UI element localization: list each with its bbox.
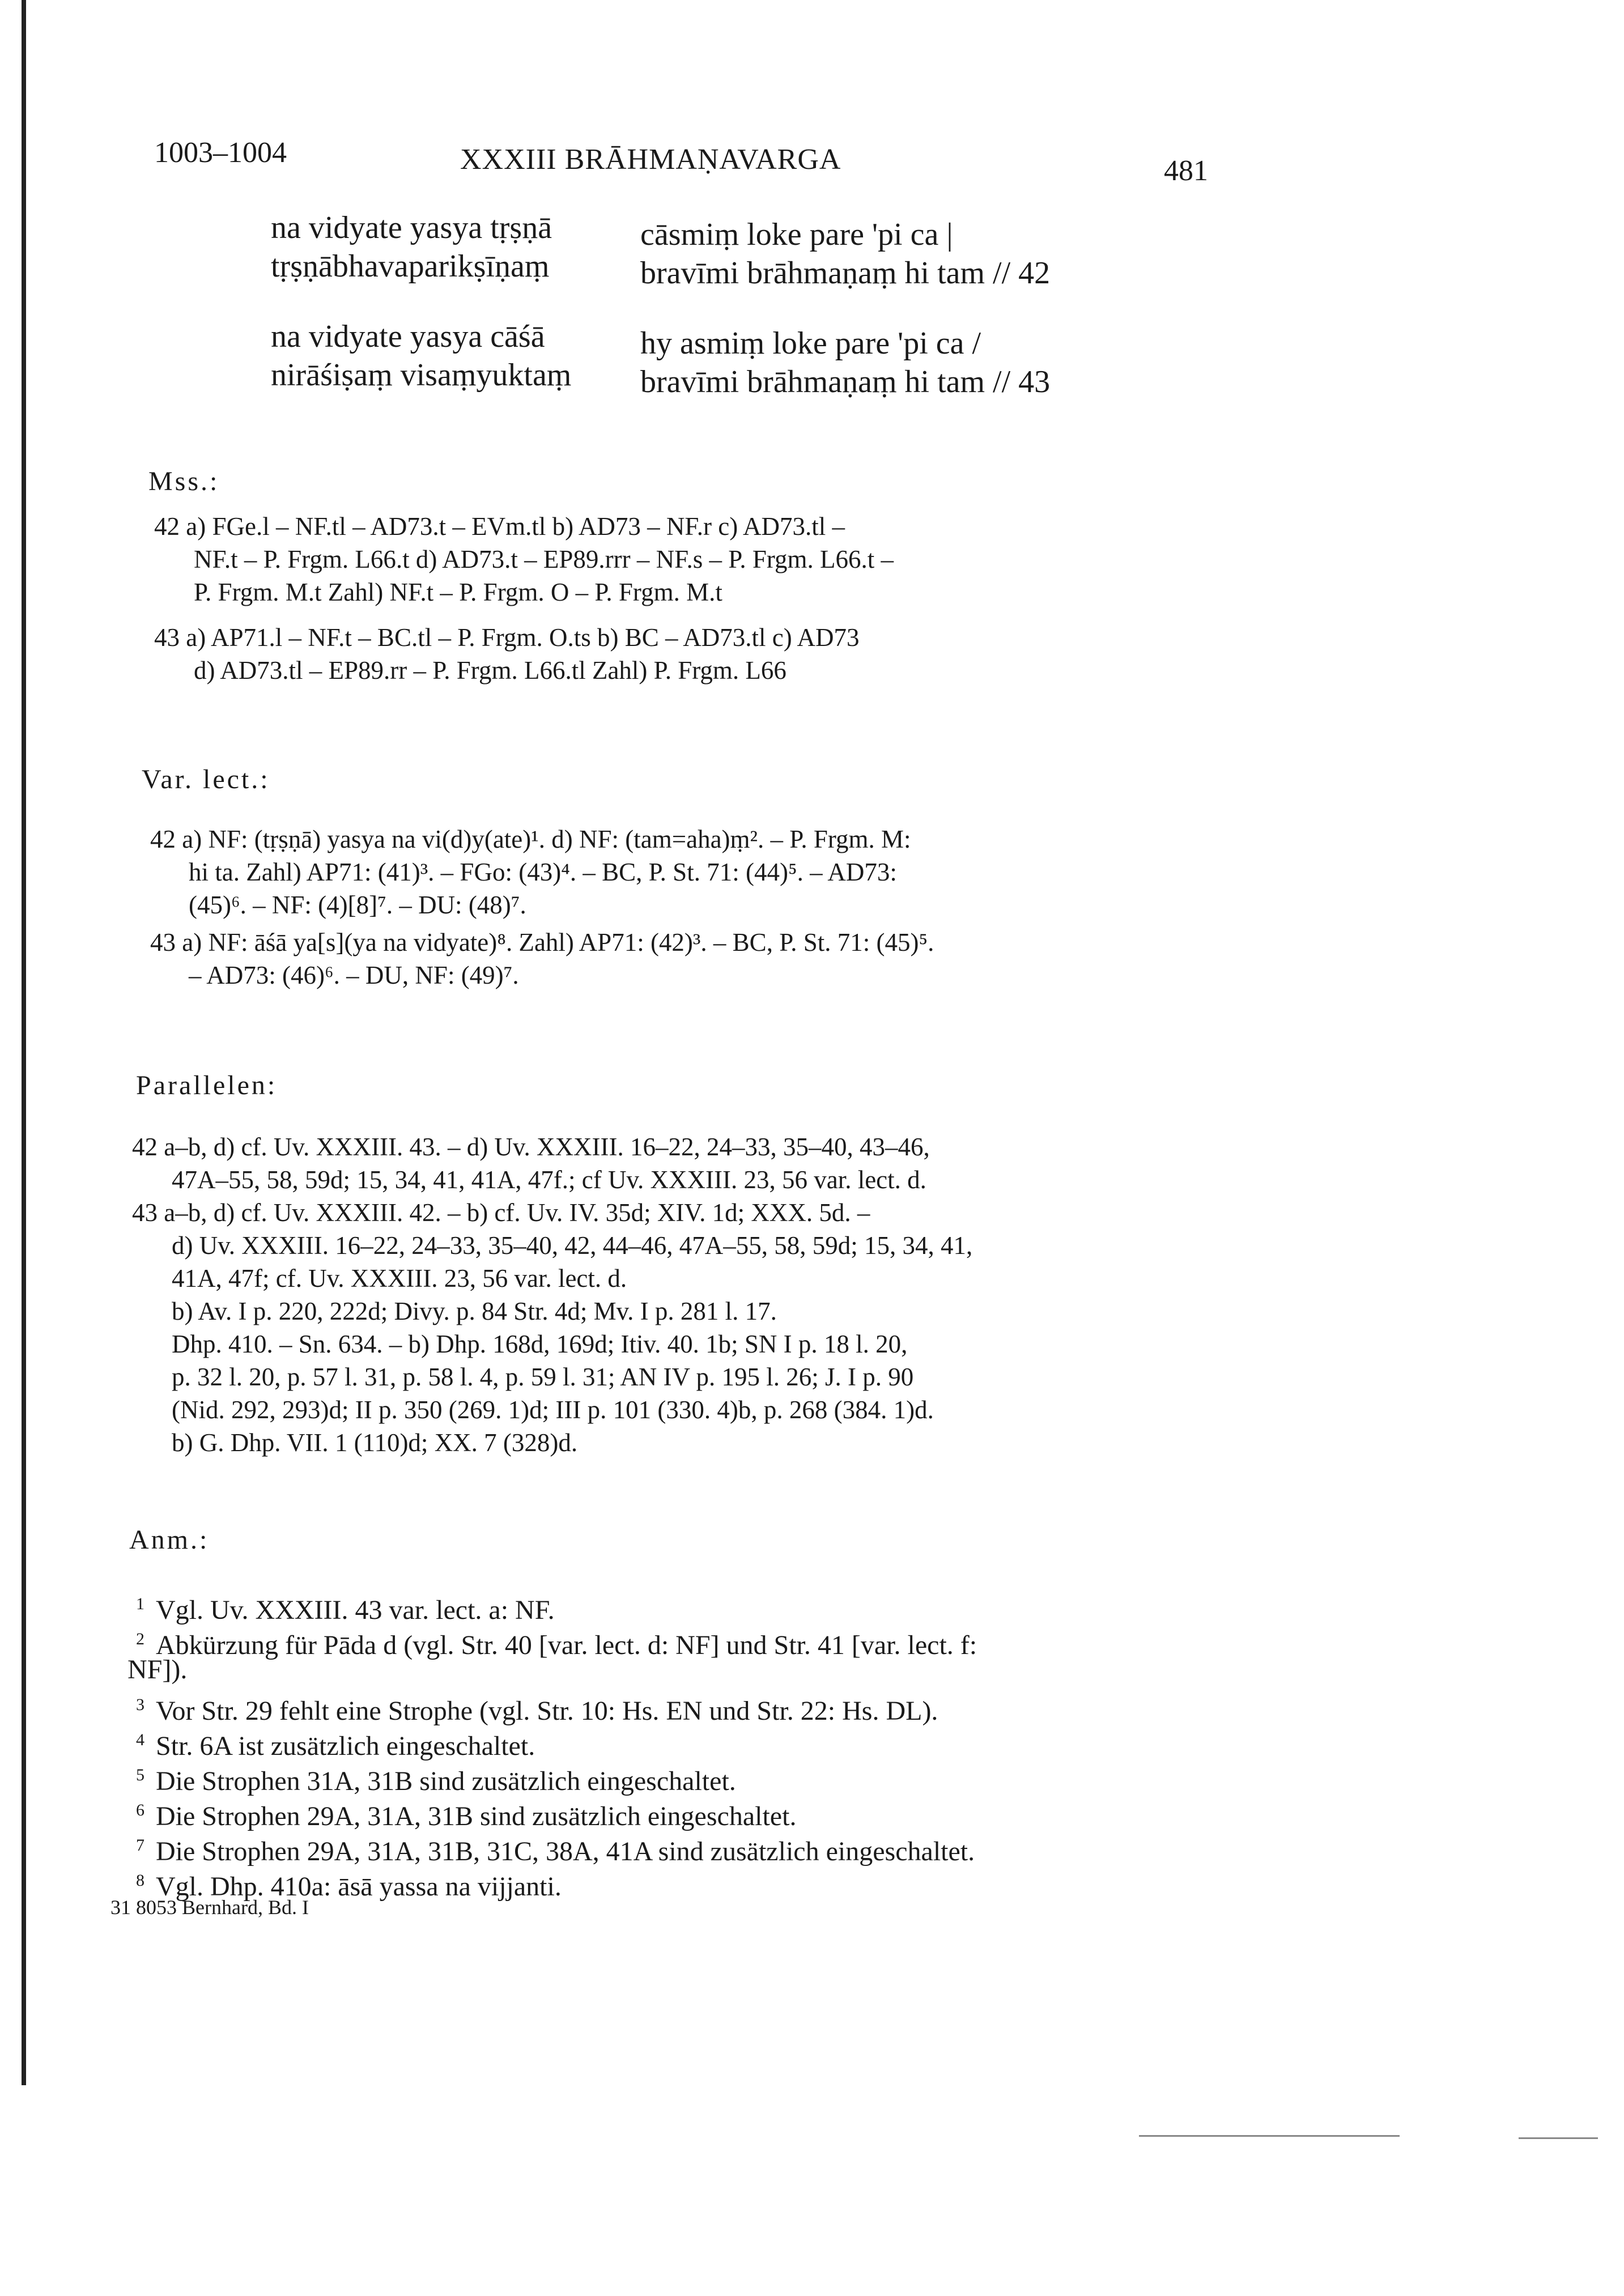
footnote-number: 8 [136,1871,144,1890]
mss-line: d) AD73.tl – EP89.rr – P. Frgm. L66.tl Zahl) P. Frgm. L66 [194,656,787,684]
verse-line: bravīmi brāhmaṇaṃ hi tam // 42 [640,256,1051,291]
footnote-number: 2 [136,1630,144,1648]
verse-line: bravīmi brāhmaṇaṃ hi tam // 43 [640,364,1051,399]
verse-line: hy asmiṃ loke pare 'pi ca / [640,326,981,361]
parallel-line: 43 a–b, d) cf. Uv. XXXIII. 42. – b) cf. Uv. IV. 35d; XIV. 1d; XXX. 5d. – [132,1198,870,1227]
section-heading-anm: Anm.: [129,1525,210,1555]
verse-43-left [271,317,571,394]
footnote-number: 1 [136,1595,144,1613]
mss-line: 42 a) FGe.l – NF.tl – AD73.t – EVm.tl b) AD73 – NF.r c) AD73.tl – [154,512,845,541]
var-lect-block [150,823,934,992]
footnote-number: 3 [136,1695,144,1714]
mss-line: NF.t – P. Frgm. L66.t d) AD73.t – EP89.rrr – NF.s – P. Frgm. L66.t – [194,545,894,573]
footnote-text: Str. 6A ist zusätzlich eingeschaltet. [156,1731,535,1761]
footnote-number: 4 [136,1730,144,1749]
parallel-line: p. 32 l. 20, p. 57 l. 31, p. 58 l. 4, p. 59 l. 31; AN IV p. 195 l. 26; J. I p. 90 [172,1363,914,1391]
header-chapter-title: XXXIII BRĀHMAṆAVARGA [460,143,841,176]
footnote-text: Die Strophen 29A, 31A, 31B sind zusätzlich eingeschaltet. [156,1801,797,1831]
section-heading-var-lect: Var. lect.: [142,764,270,794]
footnote-text: Vgl. Dhp. 410a: āsā yassa na vijjanti. [156,1872,562,1902]
footnote-number: 5 [136,1766,144,1784]
section-heading-parallelen: Parallelen: [136,1070,278,1100]
mss-line: P. Frgm. M.t Zahl) NF.t – P. Frgm. O – P. Frgm. M.t [194,578,722,606]
parallel-line: Dhp. 410. – Sn. 634. – b) Dhp. 168d, 169d; Itiv. 40. 1b; SN I p. 18 l. 20, [172,1330,908,1358]
parallel-line: (Nid. 292, 293)d; II p. 350 (269. 1)d; III p. 101 (330. 4)b, p. 268 (384. 1)d. [172,1396,934,1424]
verse-42-left [271,209,552,286]
parallelen-block [132,1130,972,1459]
mss-block [154,510,894,687]
var-lect-line: hi ta. Zahl) AP71: (41)³. – FGo: (43)⁴. – BC, P. St. 71: (44)⁵. – AD73: [189,858,897,886]
parallel-line: 41A, 47f; cf. Uv. XXXIII. 23, 56 var. lect. d. [172,1264,627,1292]
mss-line: 43 a) AP71.l – NF.t – BC.tl – P. Frgm. O.ts b) BC – AD73.tl c) AD73 [154,623,860,652]
verse-line: tṛṣṇābhavaparikṣīṇaṃ [271,249,550,284]
parallel-line: 42 a–b, d) cf. Uv. XXXIII. 43. – d) Uv. XXXIII. 16–22, 24–33, 35–40, 43–46, [132,1133,930,1161]
var-lect-line: – AD73: (46)⁶. – DU, NF: (49)⁷. [189,961,519,989]
scan-noise-mark [1139,2135,1400,2137]
footnote-text: Vor Str. 29 fehlt eine Strophe (vgl. Str. 10: Hs. EN und Str. 22: Hs. DL). [156,1696,938,1726]
footnote-text: Die Strophen 31A, 31B sind zusätzlich eingeschaltet. [156,1766,736,1796]
verse-line: na vidyate yasya tṛṣṇā [271,210,552,245]
verse-43-right [640,324,1050,401]
footnote-2 [136,1622,977,1663]
footnote-2-continued [127,1652,187,1687]
printer-signature: 31 8053 Bernhard, Bd. I [110,1896,309,1919]
page-number: 481 [1164,155,1208,187]
footnote-text: Die Strophen 29A, 31A, 31B, 31C, 38A, 41A sind zusätzlich eingeschaltet. [156,1836,975,1866]
footnote-text: NF]). [127,1655,188,1685]
footnote-text: Abkürzung für Pāda d (vgl. Str. 40 [var. lect. d: NF] und Str. 41 [var. lect. f: [156,1630,977,1660]
verse-line: cāsmiṃ loke pare 'pi ca | [640,217,953,252]
footnote-number: 7 [136,1836,144,1855]
var-lect-line: (45)⁶. – NF: (4)[8]⁷. – DU: (48)⁷. [189,891,526,919]
parallel-line: b) G. Dhp. VII. 1 (110)d; XX. 7 (328)d. [172,1428,578,1457]
verse-line: na vidyate yasya cāśā [271,319,545,354]
scan-binding-edge [22,0,26,2085]
verse-line: nirāśiṣaṃ visaṃyuktaṃ [271,358,572,393]
parallel-line: b) Av. I p. 220, 222d; Divy. p. 84 Str. 4d; Mv. I p. 281 l. 17. [172,1297,777,1325]
header-verse-range: 1003–1004 [154,137,287,169]
scan-noise-mark [1519,2137,1598,2139]
parallel-line: d) Uv. XXXIII. 16–22, 24–33, 35–40, 42, 44–46, 47A–55, 58, 59d; 15, 34, 41, [172,1231,973,1260]
verse-42-right [640,215,1050,292]
parallel-line: 47A–55, 58, 59d; 15, 34, 41, 41A, 47f.; cf Uv. XXXIII. 23, 56 var. lect. d. [172,1166,926,1194]
var-lect-line: 42 a) NF: (tṛṣṇā) yasya na vi(d)y(ate)¹. d) NF: (tam=aha)ṃ². – P. Frgm. M: [150,825,911,853]
footnote-text: Vgl. Uv. XXXIII. 43 var. lect. a: NF. [156,1595,555,1625]
section-heading-mss: Mss.: [148,466,220,496]
var-lect-line: 43 a) NF: āśā ya[s](ya na vidyate)⁸. Zahl) AP71: (42)³. – BC, P. St. 71: (45)⁵. [150,928,934,956]
footnote-number: 6 [136,1801,144,1819]
